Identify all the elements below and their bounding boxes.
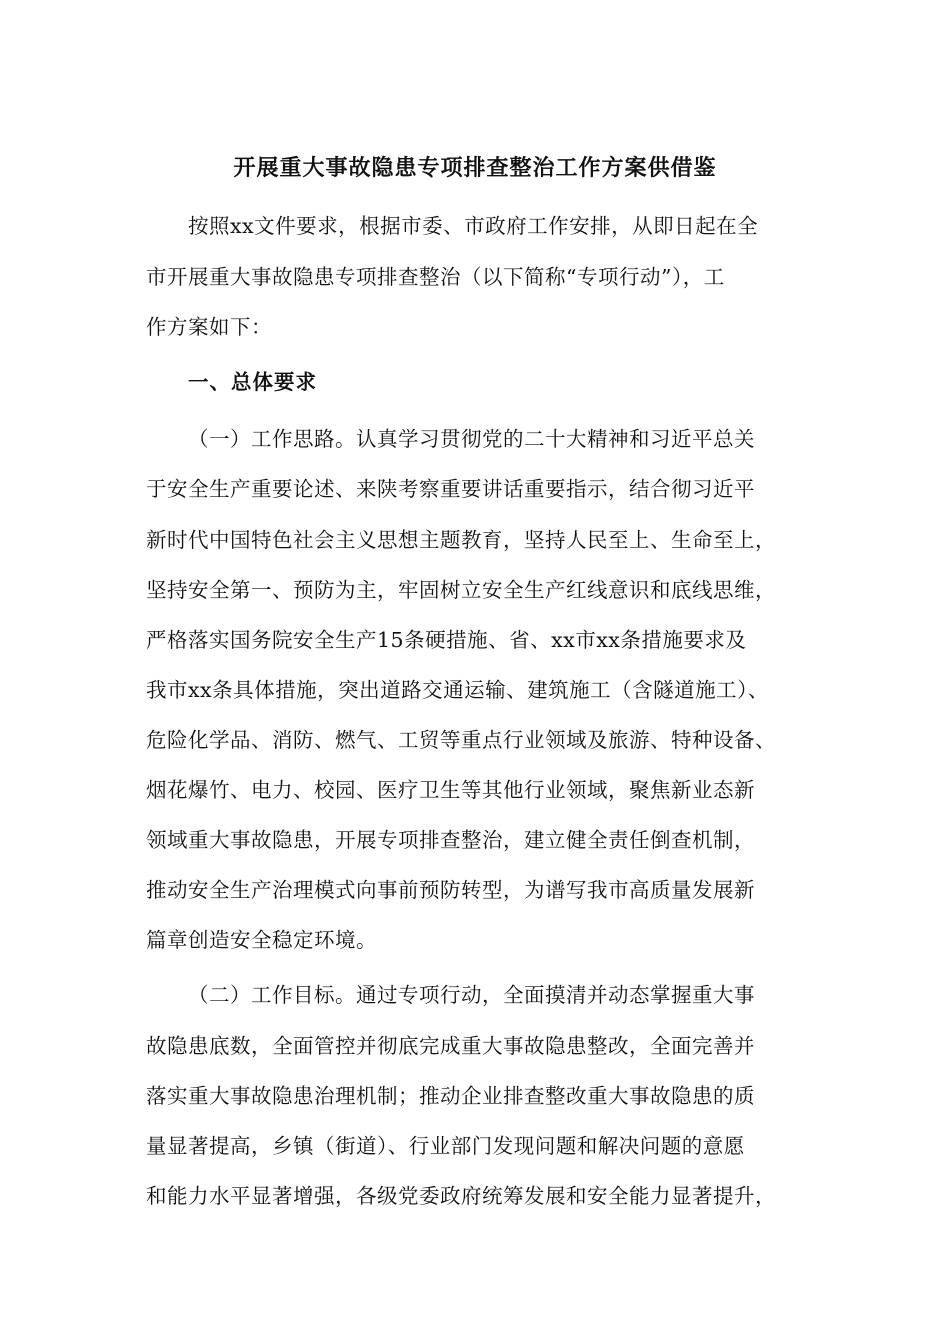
para1-line-10: 推动安全生产治理模式向事前预防转型，为谱写我市高质量发展新 — [146, 878, 755, 902]
section-heading-1: 一、总体要求 — [188, 370, 317, 394]
para1-line-11: 篇章创造安全稳定环境。 — [146, 928, 377, 952]
para2-line-1: （二）工作目标。通过专项行动，全面摸清并动态掌握重大事 — [188, 983, 755, 1007]
para1-line-6: 我市xx条具体措施，突出道路交通运输、建筑施工（含隧道施工）、 — [146, 678, 769, 702]
para2-line-4: 量显著提高，乡镇（街道）、行业部门发现问题和解决问题的意愿 — [146, 1134, 745, 1158]
para1-line-4: 坚持安全第一、预防为主，牢固树立安全生产红线意识和底线思维， — [146, 578, 776, 602]
para1-line-7: 危险化学品、消防、燃气、工贸等重点行业领域及旅游、特种设备、 — [146, 728, 776, 752]
para1-line-8: 烟花爆竹、电力、校园、医疗卫生等其他行业领域，聚焦新业态新 — [146, 778, 755, 802]
para2-line-2: 故隐患底数，全面管控并彻底完成重大事故隐患整改，全面完善并 — [146, 1034, 755, 1058]
document-title: 开展重大事故隐患专项排查整治工作方案供借鉴 — [233, 155, 717, 181]
para1-line-2: 于安全生产重要论述、来陕考察重要讲话重要指示，结合彻习近平 — [146, 477, 755, 501]
intro-line-3: 作方案如下： — [146, 315, 272, 339]
para2-line-3: 落实重大事故隐患治理机制；推动企业排查整改重大事故隐患的质 — [146, 1084, 755, 1108]
para2-line-5: 和能力水平显著增强，各级党委政府统筹发展和安全能力显著提升， — [146, 1184, 776, 1208]
para1-line-1: （一）工作思路。认真学习贯彻党的二十大精神和习近平总关 — [188, 427, 755, 451]
intro-line-1: 按照xx文件要求，根据市委、市政府工作安排，从即日起在全 — [188, 214, 759, 238]
para1-line-3: 新时代中国特色社会主义思想主题教育，坚持人民至上、生命至上， — [146, 528, 776, 552]
para1-line-9: 领域重大事故隐患，开展专项排查整治，建立健全责任倒查机制， — [146, 828, 755, 852]
intro-line-2: 市开展重大事故隐患专项排查整治（以下简称“专项行动”），工 — [146, 265, 725, 289]
para1-line-5: 严格落实国务院安全生产15条硬措施、省、xx市xx条措施要求及 — [146, 628, 747, 652]
